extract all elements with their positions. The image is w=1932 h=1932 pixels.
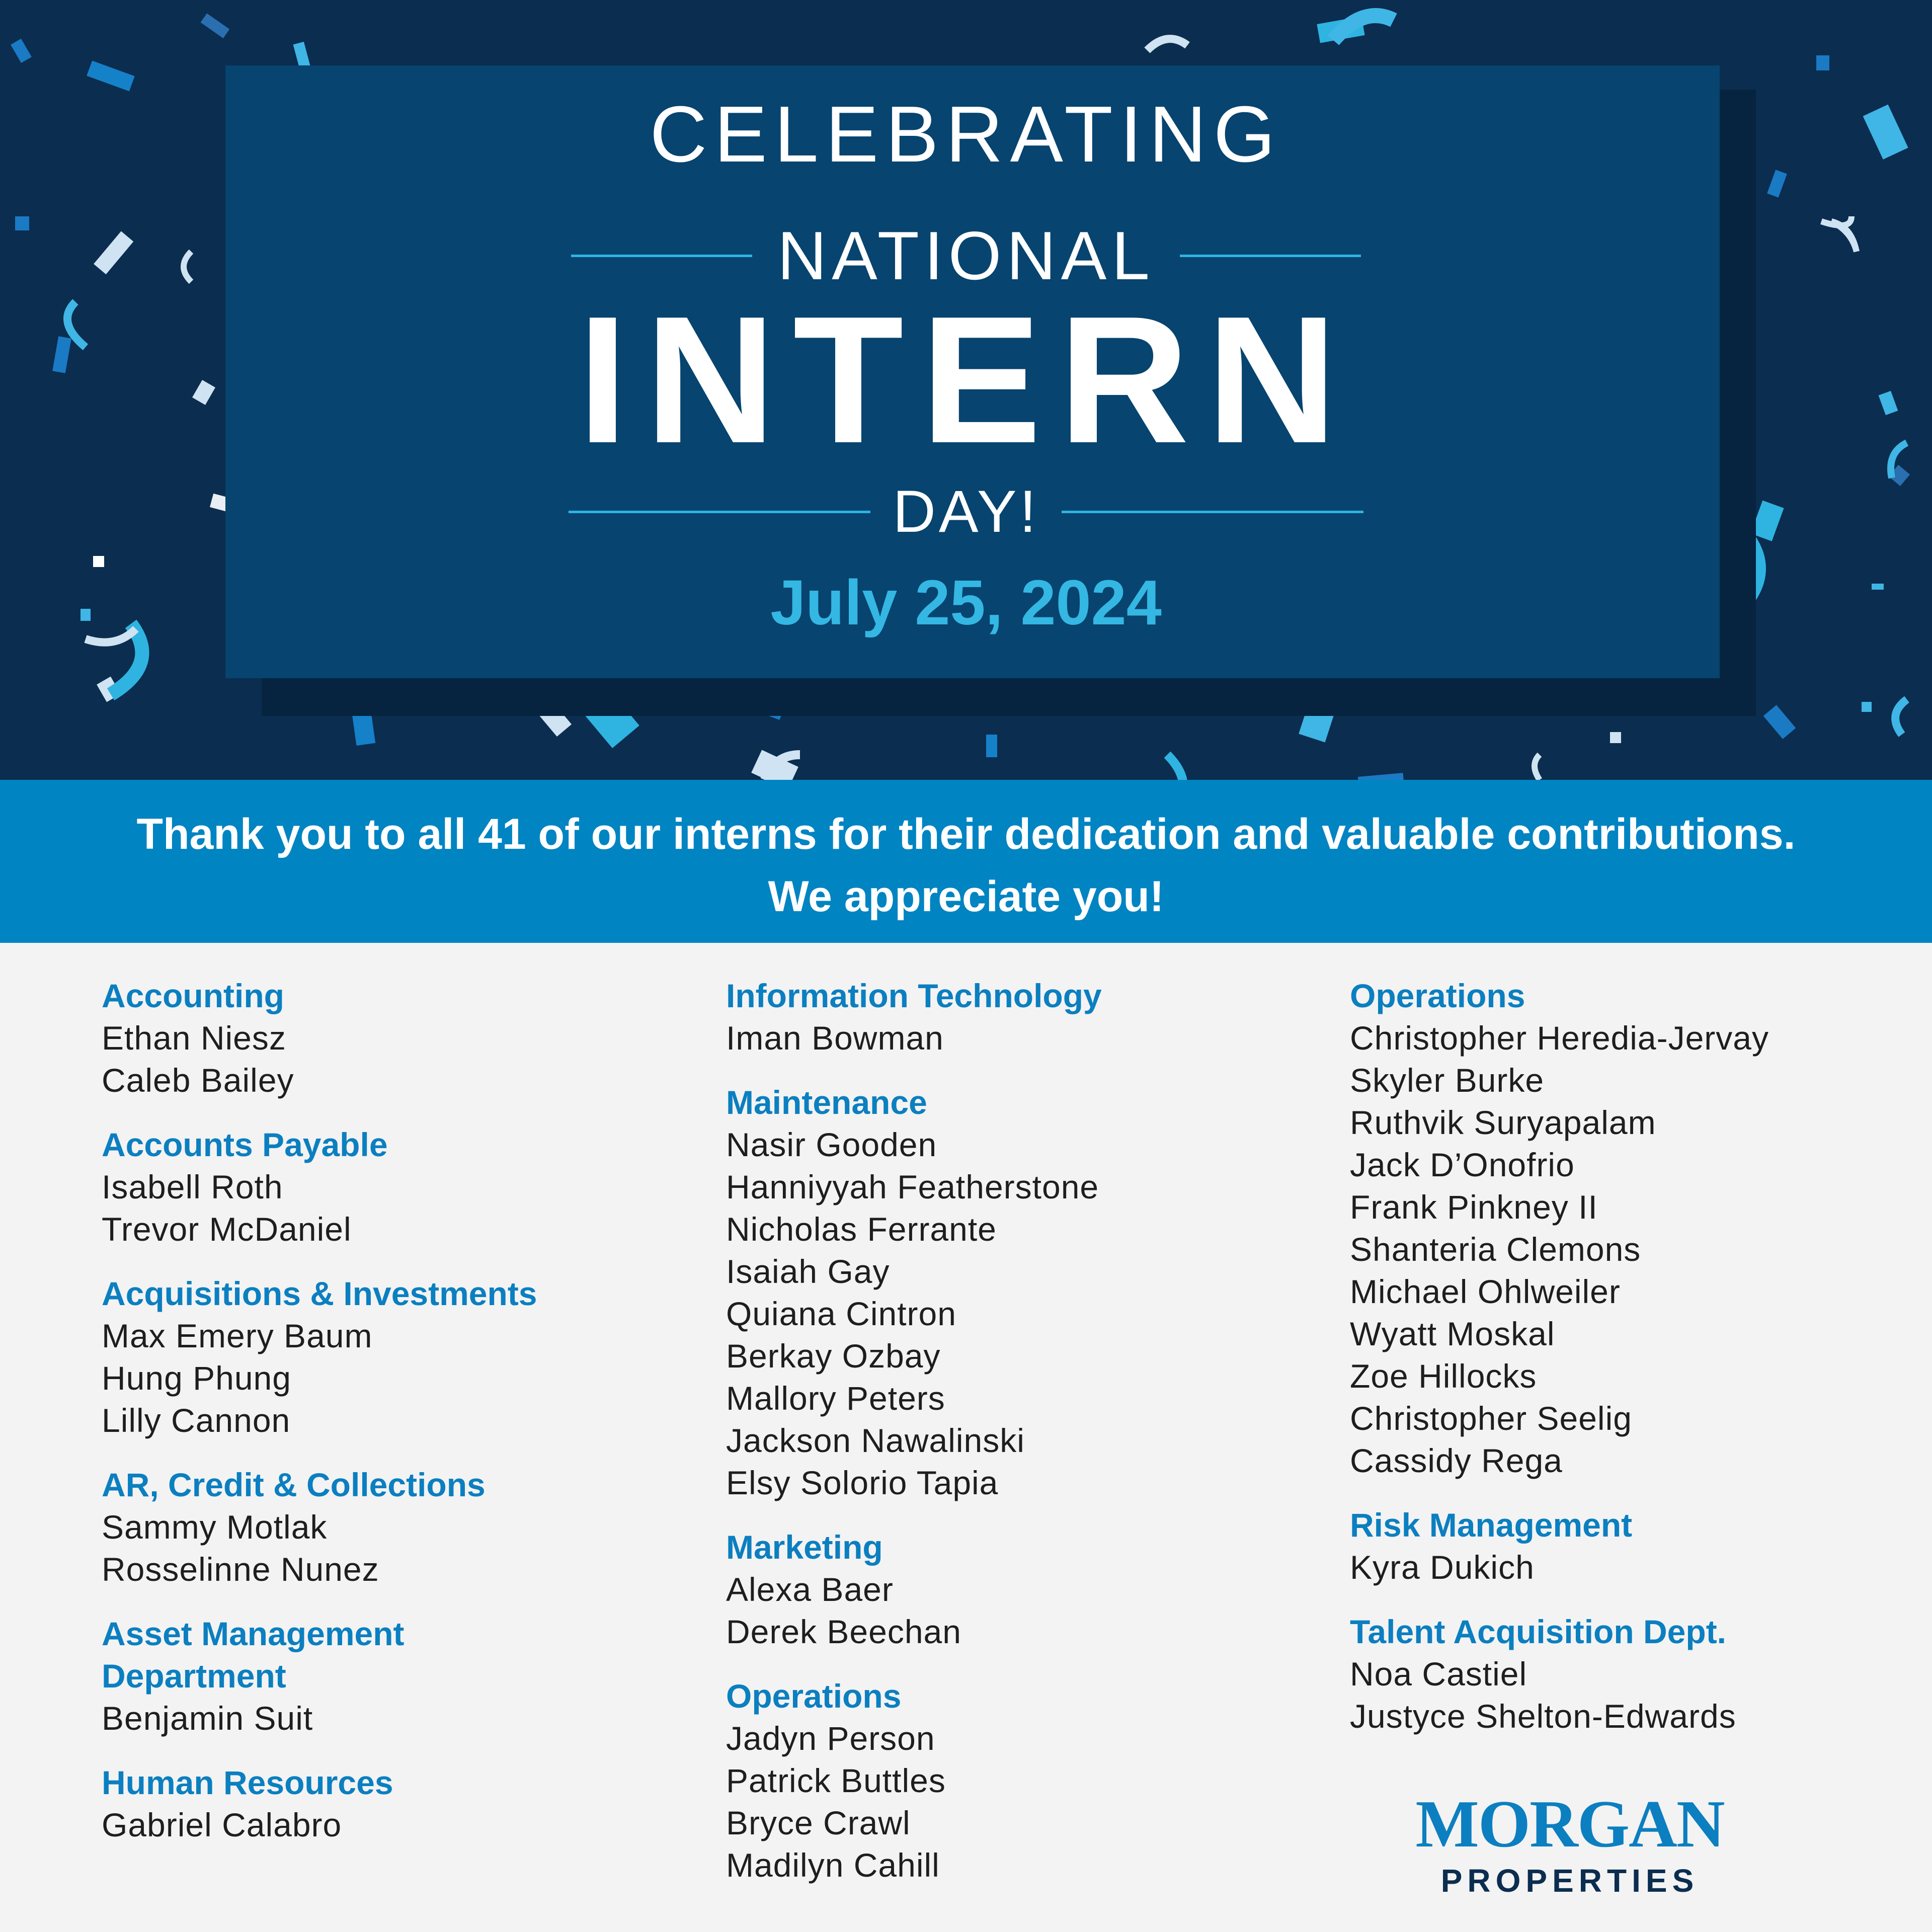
intern-name: Wyatt Moskal [1350, 1315, 1555, 1352]
intern-name: Nasir Gooden [726, 1126, 937, 1163]
department-group [102, 1464, 680, 1590]
department-heading: Acquisitions & Investments [102, 1275, 537, 1312]
department-heading: Accounting [102, 977, 284, 1014]
intern-name: Benjamin Suit [102, 1700, 313, 1737]
rule-right [1062, 511, 1363, 513]
intern-name: Jack D’Onofrio [1350, 1146, 1575, 1183]
intern-heading: INTERN [578, 279, 1354, 481]
intern-name: Max Emery Baum [102, 1317, 373, 1354]
intern-name: Trevor McDaniel [102, 1211, 352, 1248]
intern-name: Mallory Peters [726, 1380, 945, 1417]
celebrating-heading: CELEBRATING [650, 90, 1282, 179]
department-group [726, 1526, 1305, 1653]
department-heading: Marketing [726, 1528, 883, 1566]
intern-name: Shanteria Clemons [1350, 1231, 1641, 1268]
thank-you-banner [0, 780, 1932, 943]
intern-name: Christopher Seelig [1350, 1400, 1632, 1437]
intern-name: Christopher Heredia-Jervay [1350, 1019, 1769, 1057]
department-group [102, 1761, 680, 1846]
intern-name: Ruthvik Suryapalam [1350, 1104, 1656, 1141]
intern-name: Isabell Roth [102, 1168, 283, 1205]
intern-name: Patrick Buttles [726, 1762, 946, 1799]
intern-name: Gabriel Calabro [102, 1806, 342, 1843]
intern-name: Noa Castiel [1350, 1655, 1527, 1693]
intern-name: Justyce Shelton-Edwards [1350, 1698, 1736, 1735]
intern-name: Cassidy Rega [1350, 1442, 1563, 1479]
department-heading: Risk Management [1350, 1506, 1633, 1544]
intern-name: Ethan Niesz [102, 1019, 286, 1057]
department-heading: Human Resources [102, 1764, 393, 1801]
intern-name: Caleb Bailey [102, 1062, 294, 1099]
intern-name: Zoe Hillocks [1350, 1357, 1537, 1395]
intern-name: Berkay Ozbay [726, 1337, 941, 1375]
department-heading: Operations [726, 1677, 902, 1715]
intern-name: Kyra Dukich [1350, 1549, 1535, 1586]
department-heading: Accounts Payable [102, 1126, 388, 1163]
department-group [726, 1081, 1305, 1504]
intern-name: Bryce Crawl [726, 1804, 911, 1841]
intern-name: Derek Beechan [726, 1613, 961, 1650]
intern-name: Rosselinne Nunez [102, 1551, 379, 1588]
banner-line-2: We appreciate you! [768, 872, 1164, 921]
department-group [102, 1272, 680, 1441]
intern-name: Quiana Cintron [726, 1295, 956, 1332]
intern-name: Jadyn Person [726, 1720, 935, 1757]
department-group [1350, 1611, 1928, 1737]
banner-line-1: Thank you to all 41 of our interns for their dedication and valuable contributions. [136, 810, 1796, 858]
department-group [102, 975, 680, 1101]
rule-left [571, 255, 752, 257]
department-group [102, 1123, 680, 1250]
intern-name: Skyler Burke [1350, 1062, 1545, 1099]
department-group [726, 975, 1305, 1059]
intern-name: Iman Bowman [726, 1019, 944, 1057]
department-heading: Maintenance [726, 1084, 927, 1121]
intern-name: Madilyn Cahill [726, 1846, 940, 1884]
department-heading: Asset Management Department [102, 1615, 405, 1695]
intern-name: Frank Pinkney II [1350, 1188, 1598, 1226]
department-heading: Information Technology [726, 977, 1102, 1014]
intern-name: Michael Ohlweiler [1350, 1273, 1621, 1310]
rule-right [1180, 255, 1361, 257]
intern-name: Sammy Motlak [102, 1508, 328, 1546]
national-heading: NATIONAL [777, 217, 1155, 294]
department-heading: Talent Acquisition Dept. [1350, 1613, 1727, 1650]
roster-column-3 [1350, 975, 1928, 1759]
department-group [1350, 1504, 1928, 1588]
intern-name: Lilly Cannon [102, 1402, 291, 1439]
department-group [726, 1675, 1305, 1886]
intern-name: Elsy Solorio Tapia [726, 1464, 999, 1501]
intern-name: Alexa Baer [726, 1571, 894, 1608]
intern-name: Isaiah Gay [726, 1253, 890, 1290]
roster-column-1 [102, 975, 680, 1868]
rule-left [569, 511, 870, 513]
day-heading: DAY! [893, 478, 1039, 545]
event-date: July 25, 2024 [770, 567, 1162, 638]
hero-section [0, 0, 1932, 780]
intern-name: Nicholas Ferrante [726, 1211, 997, 1248]
department-group [1350, 975, 1928, 1482]
intern-name: Hanniyyah Featherstone [726, 1168, 1099, 1205]
department-heading: Operations [1350, 977, 1525, 1014]
department-heading: AR, Credit & Collections [102, 1466, 486, 1503]
intern-name: Hung Phung [102, 1359, 291, 1397]
logo-wordmark: MORGAN [1415, 1787, 1724, 1861]
morgan-properties-logo [1399, 1787, 1741, 1899]
logo-subtitle: PROPERTIES [1440, 1863, 1699, 1899]
intern-name: Jackson Nawalinski [726, 1422, 1025, 1459]
day-row [0, 478, 1932, 545]
department-group [102, 1613, 680, 1739]
roster-column-2 [726, 975, 1305, 1908]
